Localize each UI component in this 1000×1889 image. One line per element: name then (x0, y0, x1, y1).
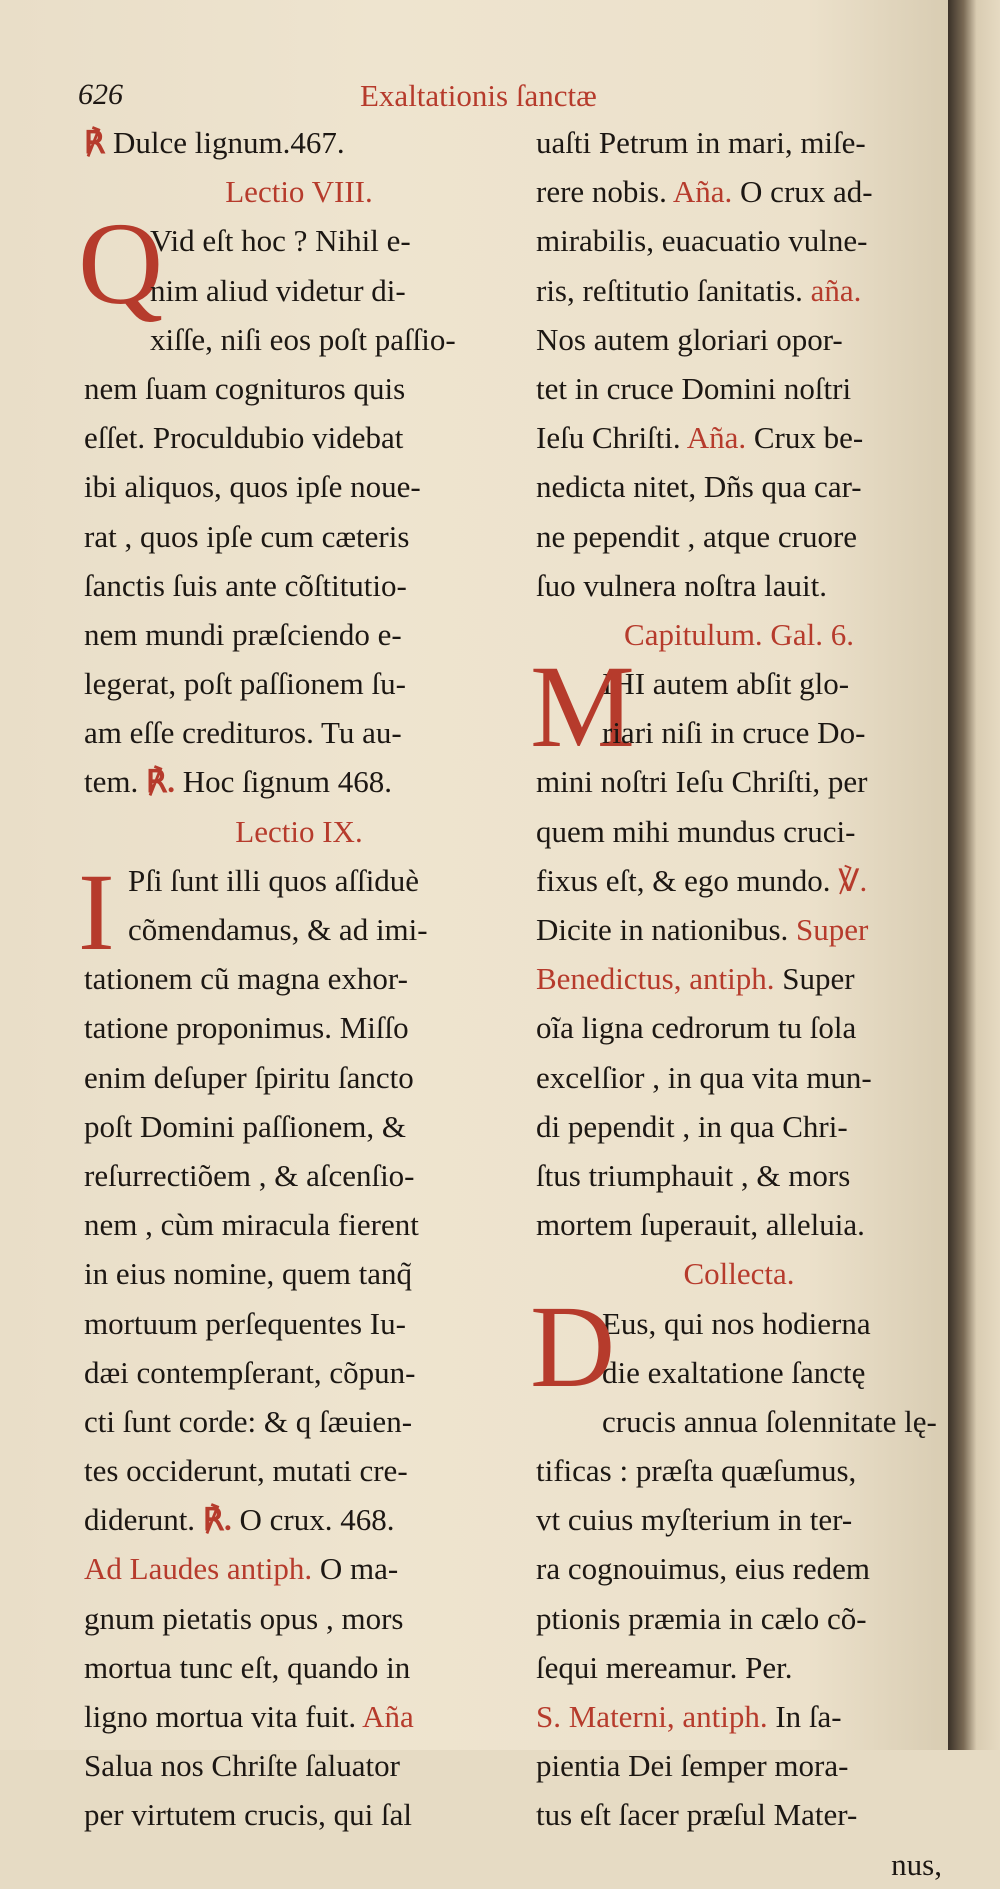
page-header (78, 78, 938, 118)
line-text: tatione proponimus. Miſſo (84, 1010, 409, 1046)
line-text: tes occiderunt, mutati cre- (84, 1453, 408, 1489)
rubric-label: ℣. (838, 862, 868, 898)
text-line (536, 167, 942, 216)
text-line (536, 757, 942, 806)
response-symbol: ℟ (84, 125, 106, 160)
text-line (84, 1249, 514, 1298)
text-line (84, 1053, 514, 1102)
line-text: tet in cruce Domini noſtri (536, 370, 852, 406)
line-text: reſurrectiõem , & aſcenſio- (84, 1157, 415, 1193)
text-line (536, 1003, 942, 1052)
text-line (84, 1643, 514, 1692)
line-text: Dulce lignum.467. (112, 125, 345, 160)
line-text: ris, reſtitutio ſanitatis. (536, 272, 803, 308)
line-text: ptionis præmia in cælo cõ- (536, 1600, 867, 1636)
line-text: fixus eſt, & ego mundo. (536, 862, 831, 898)
text-line (84, 659, 514, 708)
drop-cap: Q (78, 198, 164, 330)
line-text: mortuum perſequentes Iu- (84, 1305, 406, 1341)
line-text: nus, (891, 1846, 942, 1882)
text-line (536, 1544, 942, 1593)
rubric-label: Aña. (672, 174, 733, 210)
line-text: O crux. 468. (239, 1502, 395, 1538)
text-line (84, 905, 514, 954)
line-text: diderunt. (84, 1502, 196, 1538)
line-text: Pſi ſunt illi quos aſſiduè (128, 862, 420, 898)
line-text: O ma- (319, 1551, 399, 1587)
text-line (536, 315, 942, 364)
text-line (84, 512, 514, 561)
text-line (536, 807, 942, 856)
line-text: Vid eſt hoc ? Nihil e- (150, 223, 411, 259)
line-text: quem mihi mundus cruci- (536, 813, 856, 849)
text-line (84, 610, 514, 659)
line-text: rere nobis. (536, 174, 667, 210)
text-line (536, 905, 942, 954)
text-line (84, 1348, 514, 1397)
line-text: Nos autem gloriari opor- (536, 321, 843, 357)
line-text: ligno mortua vita fuit. (84, 1699, 357, 1734)
text-line (536, 1397, 942, 1446)
text-line (84, 266, 514, 315)
text-line (536, 954, 942, 1003)
text-line (84, 1790, 514, 1839)
line-text: ſtus triumphauit , & mors (536, 1157, 851, 1193)
line-text: legerat, poſt paſſionem ſu- (84, 666, 406, 702)
line-text: ſuo vulnera noſtra lauit. (536, 567, 827, 603)
text-line (84, 118, 514, 167)
text-line (536, 1102, 942, 1151)
text-line (84, 561, 514, 610)
line-text: mini noſtri Ieſu Chriſti, per (536, 764, 868, 800)
text-line (84, 1495, 514, 1544)
text-line (84, 757, 514, 806)
line-text: am eſſe credituros. Tu au- (84, 715, 402, 751)
text-line (536, 708, 942, 757)
text-line (536, 1200, 942, 1249)
line-text: Super (782, 961, 855, 997)
line-text: In ſa- (775, 1699, 842, 1734)
text-line (84, 807, 514, 856)
line-text: ſequi mereamur. Per. (536, 1649, 793, 1685)
drop-cap: I (78, 850, 115, 973)
line-text: tificas : præſta quæſumus, (536, 1453, 857, 1489)
text-line (84, 1594, 514, 1643)
text-line (536, 1348, 942, 1397)
right-column (530, 118, 942, 1889)
text-line (84, 1397, 514, 1446)
line-text: IHI autem abſit glo- (602, 666, 850, 702)
line-text: di pependit , in qua Chri- (536, 1108, 848, 1144)
line-text: xiſſe, niſi eos poſt paſſio- (150, 321, 456, 357)
line-text: nem mundi præſciendo e- (84, 616, 402, 652)
line-text: pientia Dei ſemper mora- (536, 1748, 849, 1784)
line-text: eſſet. Proculdubio videbat (84, 420, 404, 456)
running-head: Exaltationis ſanctæ (360, 78, 597, 113)
text-line (536, 1151, 942, 1200)
text-line (84, 1692, 514, 1741)
book-gutter (948, 0, 1000, 1750)
line-text: die exaltatione ſanctę (602, 1354, 866, 1390)
rubric-label: Aña. (686, 420, 747, 456)
drop-cap: D (530, 1280, 616, 1412)
text-line (536, 512, 942, 561)
line-text: tem. (84, 764, 139, 800)
line-text: ibi aliquos, quos ipſe noue- (84, 469, 421, 505)
line-text: crucis annua ſolennitate lę- (602, 1403, 937, 1439)
section-heading: Collecta. (683, 1256, 795, 1292)
line-text: mirabilis, euacuatio vulne- (536, 223, 868, 259)
text-line (536, 266, 942, 315)
line-text: cõmendamus, & ad imi- (128, 912, 428, 947)
line-text: ſanctis ſuis ante cõſtitutio- (84, 567, 407, 603)
line-text: nem ſuam cognituros quis (84, 370, 406, 406)
line-text: enim deſuper ſpiritu ſancto (84, 1059, 414, 1095)
line-text: tationem cũ magna exhor- (84, 961, 408, 997)
text-line (84, 413, 514, 462)
text-line (84, 1151, 514, 1200)
text-line (536, 561, 942, 610)
text-line (84, 364, 514, 413)
line-text: per virtutem crucis, qui ſal (84, 1797, 412, 1833)
line-text: mortua tunc eſt, quando in (84, 1649, 411, 1685)
line-text: mortem ſuperauit, alleluia. (536, 1207, 865, 1243)
text-line (84, 1544, 514, 1593)
rubric-label: S. Materni, antiph. (536, 1699, 768, 1734)
text-line (536, 1495, 942, 1544)
text-line (536, 462, 942, 511)
line-text: cti ſunt corde: & q ſæuien- (84, 1403, 413, 1439)
text-line (536, 1692, 942, 1741)
text-line (536, 1741, 942, 1790)
text-line (84, 954, 514, 1003)
text-line (536, 1840, 942, 1889)
section-heading: Lectio IX. (235, 813, 363, 849)
line-text: riari niſi in cruce Do- (602, 715, 866, 751)
line-text: oĩa ligna cedrorum tu ſola (536, 1010, 857, 1046)
line-text: Eus, qui nos hodierna (602, 1305, 871, 1341)
text-line (536, 413, 942, 462)
text-line (84, 1003, 514, 1052)
line-text: tus eſt ſacer præſul Mater- (536, 1797, 858, 1833)
line-text: Hoc ſignum 468. (182, 764, 392, 800)
section-heading: Capitulum. Gal. 6. (624, 616, 854, 652)
text-line (536, 1790, 942, 1839)
response-symbol: ℟. (146, 764, 175, 800)
line-text: O crux ad- (740, 174, 873, 210)
line-text: ne pependit , atque cruore (536, 518, 858, 554)
text-line (84, 462, 514, 511)
response-symbol: ℟. (202, 1502, 232, 1538)
text-line (536, 364, 942, 413)
line-text: nem , cùm miracula fierent (84, 1207, 419, 1243)
text-line (84, 1741, 514, 1790)
text-line (84, 315, 514, 364)
text-line (536, 1594, 942, 1643)
text-line (84, 1446, 514, 1495)
rubric-label: Ad Laudes antiph. (84, 1551, 313, 1587)
line-text: Crux be- (753, 420, 864, 456)
line-text: dæi contempſerant, cõpun- (84, 1354, 416, 1390)
text-line (536, 216, 942, 265)
rubric-label: aña. (810, 272, 862, 308)
text-line (536, 1643, 942, 1692)
text-line (536, 1053, 942, 1102)
left-column (78, 118, 514, 1840)
text-line (536, 856, 942, 905)
text-line (536, 1446, 942, 1495)
line-text: rat , quos ipſe cum cæteris (84, 518, 410, 554)
line-text: Ieſu Chriſti. (536, 420, 681, 456)
line-text: gnum pietatis opus , mors (84, 1600, 404, 1636)
text-line (84, 1299, 514, 1348)
rubric-label: Benedictus, antiph. (536, 961, 775, 997)
line-text: nim aliud videtur di- (150, 272, 406, 308)
rubric-label: Super (796, 912, 869, 947)
line-text: Dicite in nationibus. (536, 912, 789, 947)
drop-cap: M (530, 641, 635, 773)
line-text: uaſti Petrum in mari, miſe- (536, 125, 866, 160)
rubric-label: Aña (362, 1699, 414, 1734)
text-line (84, 708, 514, 757)
line-text: Salua nos Chriſte ſaluator (84, 1748, 400, 1784)
text-line (84, 1200, 514, 1249)
line-text: nedicta nitet, Dñs qua car- (536, 469, 862, 505)
line-text: in eius nomine, quem tanq̃ (84, 1256, 413, 1292)
line-text: vt cuius myſterium in ter- (536, 1502, 853, 1538)
line-text: poſt Domini paſſionem, & (84, 1108, 407, 1144)
section-heading: Lectio VIII. (225, 174, 373, 210)
text-line (84, 1102, 514, 1151)
line-text: ra cognouimus, eius redem (536, 1551, 871, 1587)
page-number: 626 (78, 78, 123, 111)
line-text: excelſior , in qua vita mun- (536, 1059, 872, 1095)
text-line (536, 118, 942, 167)
